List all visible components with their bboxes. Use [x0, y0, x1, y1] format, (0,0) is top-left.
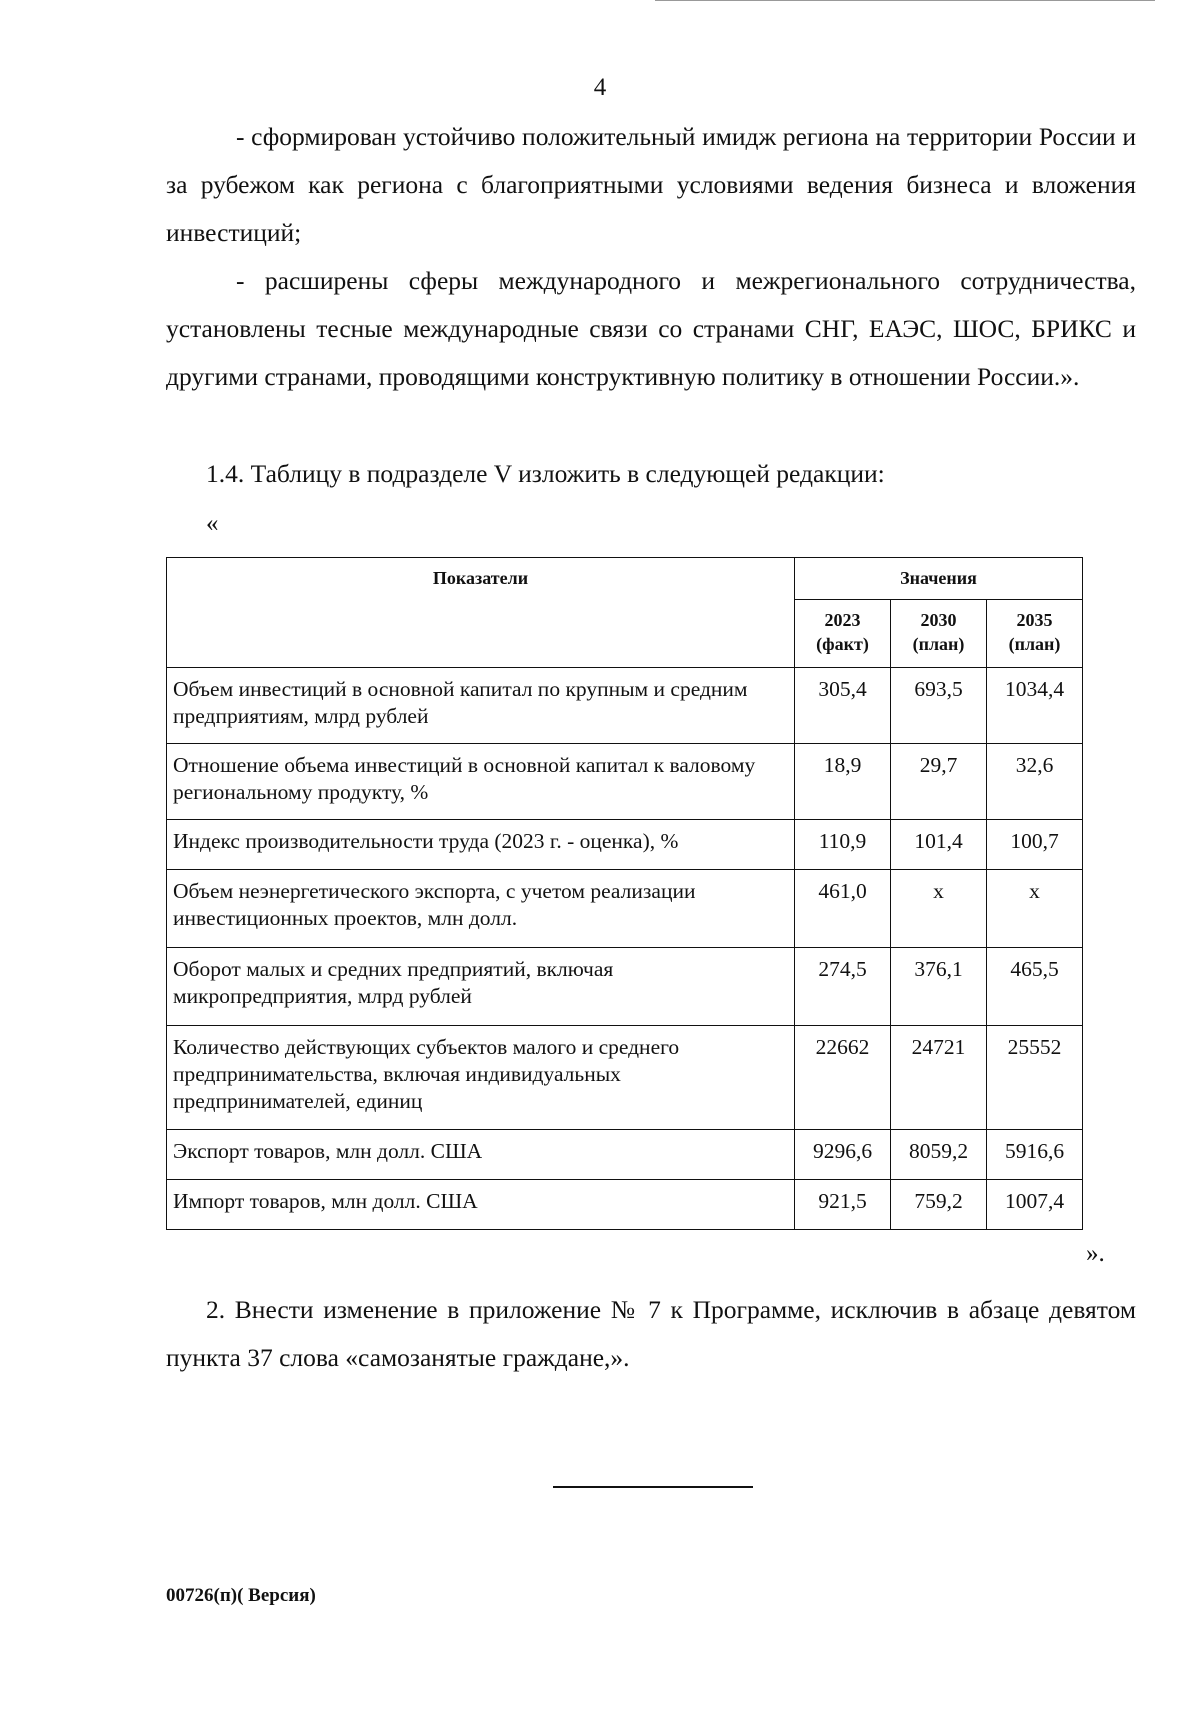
- value-2030: 24721: [891, 1026, 987, 1130]
- row-label: Отношение объема инвестиций в основной капитал к валовому региональному продукту, %: [167, 744, 795, 820]
- table-row: [167, 668, 1083, 744]
- footer-version: ( Версия): [237, 1585, 316, 1606]
- value-2035: 465,5: [987, 948, 1083, 1026]
- value-2035: 100,7: [987, 820, 1083, 870]
- value-2023: 18,9: [795, 744, 891, 820]
- value-2035: 25552: [987, 1026, 1083, 1130]
- page-number: 4: [593, 74, 607, 101]
- value-2035: x: [987, 870, 1083, 948]
- indicators-table: [166, 557, 1083, 1230]
- header-year-2023: [795, 600, 891, 668]
- value-2030: 693,5: [891, 668, 987, 744]
- paragraph-image-region: [166, 113, 1136, 257]
- value-2030: 759,2: [891, 1180, 987, 1230]
- value-2035: 1034,4: [987, 668, 1083, 744]
- row-label: Объем инвестиций в основной капитал по крупным и средним предприятиям, млрд рублей: [167, 668, 795, 744]
- header-indicators: Показатели: [167, 558, 795, 668]
- paragraph-image-region-text: - сформирован устойчиво положительный имидж региона на территории России и за рубежом как региона с благоприятными условиями ведения бизнеса и вложения инвестиций;: [166, 122, 1136, 247]
- value-2023: 305,4: [795, 668, 891, 744]
- table-row: [167, 1130, 1083, 1180]
- paragraph-cooperation: [166, 257, 1136, 401]
- year-note: (факт): [816, 634, 869, 654]
- year-label: 2030: [920, 610, 957, 630]
- year-note: (план): [912, 634, 965, 654]
- value-2023: 9296,6: [795, 1130, 891, 1180]
- value-2030: 101,4: [891, 820, 987, 870]
- footer-document-code: [166, 1585, 316, 1607]
- row-label: Индекс производительности труда (2023 г. - оценка), %: [167, 820, 795, 870]
- opening-quote: «: [206, 510, 219, 537]
- table-row: [167, 870, 1083, 948]
- paragraph-table-intro: 1.4. Таблицу в подразделе V изложить в следующей редакции:: [206, 459, 885, 488]
- footer-code: 00726(п): [166, 1585, 238, 1606]
- separator-line: [553, 1486, 753, 1488]
- year-label: 2023: [824, 610, 861, 630]
- row-label: Экспорт товаров, млн долл. США: [167, 1130, 795, 1180]
- table-row: [167, 744, 1083, 820]
- row-label: Количество действующих субъектов малого и среднего предпринимательства, включая индивидуальных предпринимателей, единиц: [167, 1026, 795, 1130]
- paragraph-amendment-text: 2. Внести изменение в приложение № 7 к Программе, исключив в абзаце девятом пункта 37 слова «самозанятые граждане,».: [166, 1295, 1136, 1372]
- row-label: Импорт товаров, млн долл. США: [167, 1180, 795, 1230]
- table-row: [167, 1026, 1083, 1130]
- paragraph-cooperation-text: - расширены сферы международного и межрегионального сотрудничества, установлены тесные международные связи со странами СНГ, ЕАЭС, ШОС, БРИКС и другими странами, проводящими конструктивную политику в отношении России.».: [166, 266, 1136, 391]
- value-2023: 274,5: [795, 948, 891, 1026]
- value-2035: 5916,6: [987, 1130, 1083, 1180]
- header-year-2030: [891, 600, 987, 668]
- closing-quote: ».: [1086, 1240, 1105, 1267]
- year-label: 2035: [1016, 610, 1053, 630]
- header-year-2035: [987, 600, 1083, 668]
- row-label: Объем неэнергетического экспорта, с учетом реализации инвестиционных проектов, млн долл.: [167, 870, 795, 948]
- value-2023: 22662: [795, 1026, 891, 1130]
- row-label: Оборот малых и средних предприятий, включая микропредприятия, млрд рублей: [167, 948, 795, 1026]
- value-2030: 376,1: [891, 948, 987, 1026]
- year-note: (план): [1008, 634, 1061, 654]
- value-2023: 461,0: [795, 870, 891, 948]
- scan-edge-line: [655, 0, 1155, 1]
- table-row: [167, 1180, 1083, 1230]
- value-2023: 110,9: [795, 820, 891, 870]
- value-2030: x: [891, 870, 987, 948]
- paragraph-amendment: [166, 1286, 1136, 1382]
- value-2035: 32,6: [987, 744, 1083, 820]
- table-row: [167, 820, 1083, 870]
- value-2035: 1007,4: [987, 1180, 1083, 1230]
- value-2030: 8059,2: [891, 1130, 987, 1180]
- table-row: [167, 948, 1083, 1026]
- header-values: Значения: [795, 558, 1083, 600]
- value-2030: 29,7: [891, 744, 987, 820]
- value-2023: 921,5: [795, 1180, 891, 1230]
